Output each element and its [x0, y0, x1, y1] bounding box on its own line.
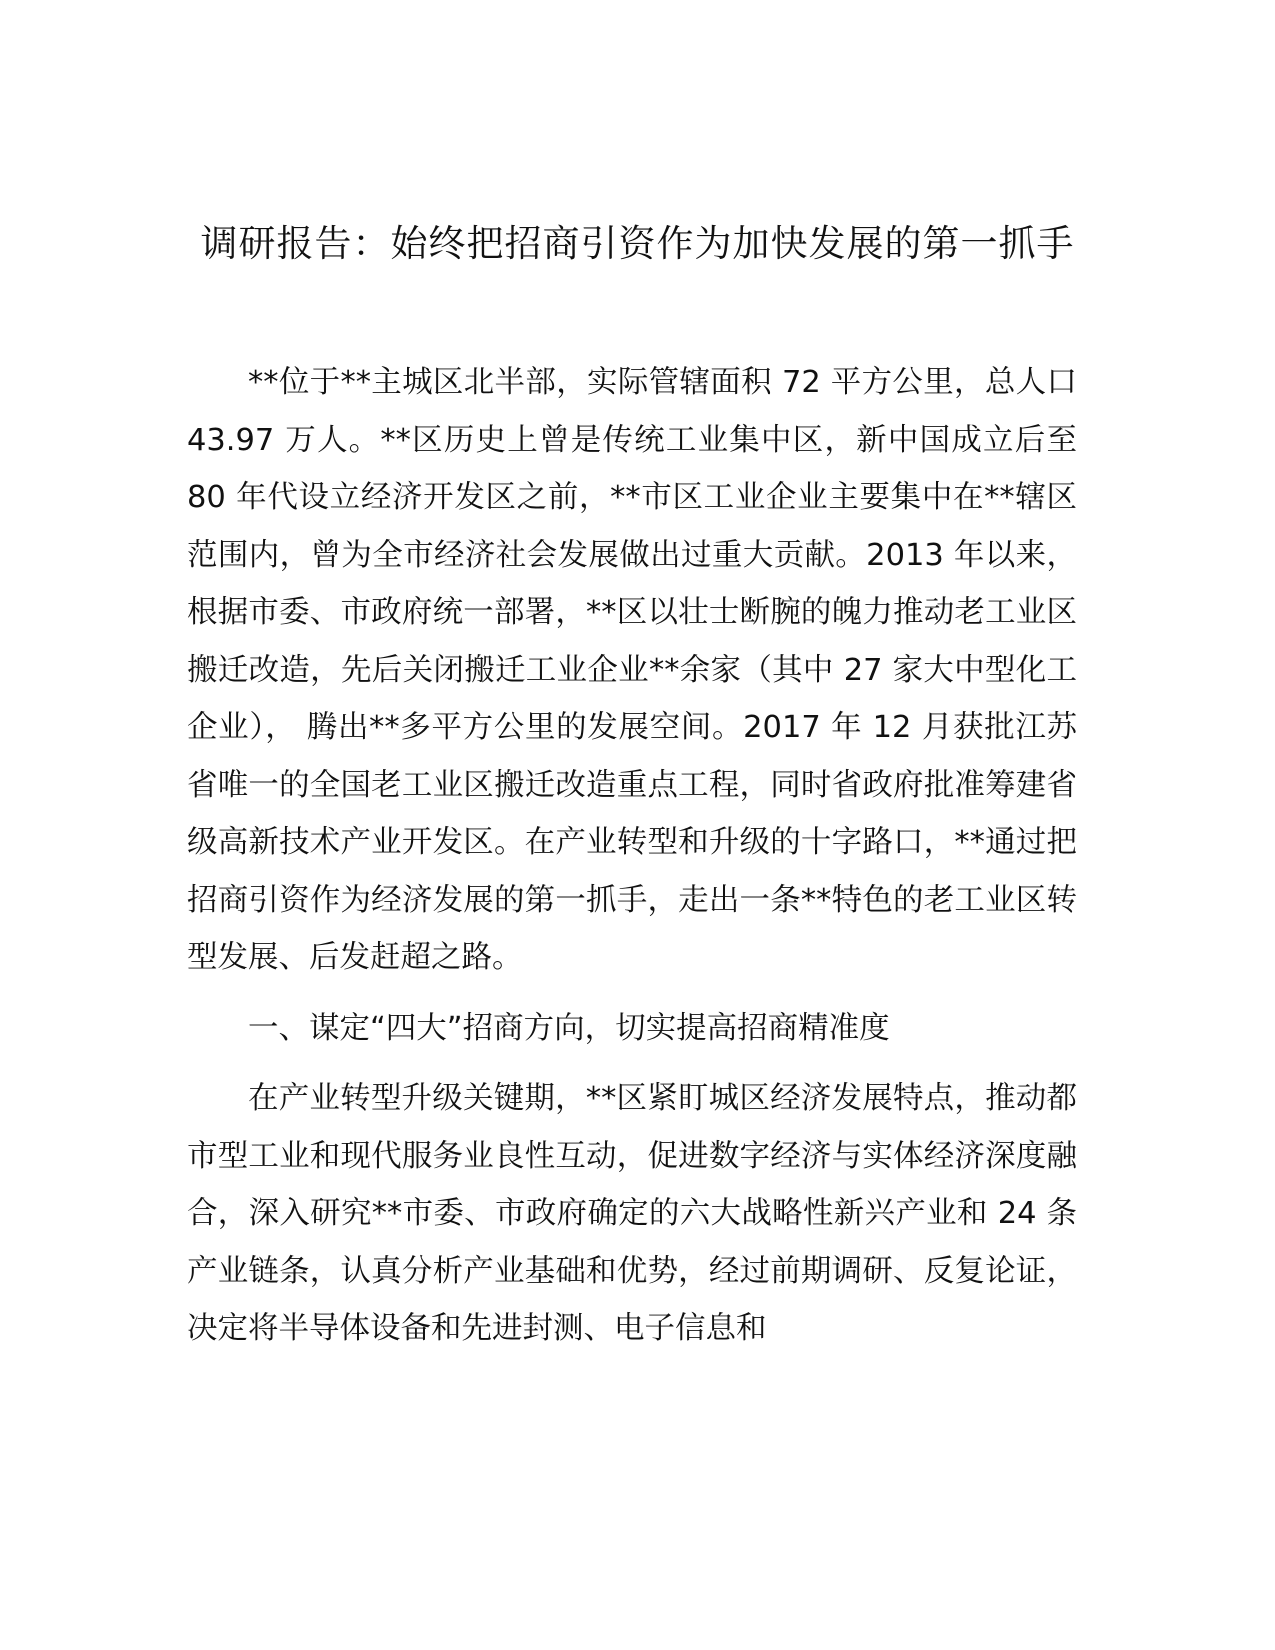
section-heading-1: 一、谋定“四大”招商方向，切实提高招商精准度 — [248, 1010, 890, 1046]
paragraph-section-1: 在产业转型升级关键期，**区紧盯城区经济发展特点，推动都市型工业和现代服务业良性互动，促进数字经济与实体经济深度融合，深入研究**市委、市政府确定的六大战略性新兴产业和 24 条产业链条，认真分析产业基础和优势，经过前期调研、反复论证，决定将半导体设备和先进封测、电子信息和 — [187, 1081, 1077, 1346]
paragraph-intro: **位于**主城区北半部，实际管辖面积 72 平方公里，总人口 43.97 万人。**区历史上曾是传统工业集中区，新中国成立后至 80 年代设立经济开发区之前，**市区工业企业主要集中在**辖区范围内，曾为全市经济社会发展做出过重大贡献。2013 年以来，根据市委、市政府统一部署，**区以壮士断腕的魄力推动老工业区搬迁改造，先后关闭搬迁工业企业**余家（其中 27 家大中型化工企业）， 腾出**多平方公里的发展空间。2017 年 12 月获批江苏省唯一的全国老工业区搬迁改造重点工程，同时省政府批准筹建省级高新技术产业开发区。在产业转型和升级的十字路口，**通过把招商引资作为经济发展的第一抓手，走出一条**特色的老工业区转型发展、后发赶超之路。 — [187, 365, 1077, 975]
document-body — [187, 354, 1077, 1358]
document-title: 调研报告：始终把招商引资作为加快发展的第一抓手 — [200, 222, 1075, 265]
